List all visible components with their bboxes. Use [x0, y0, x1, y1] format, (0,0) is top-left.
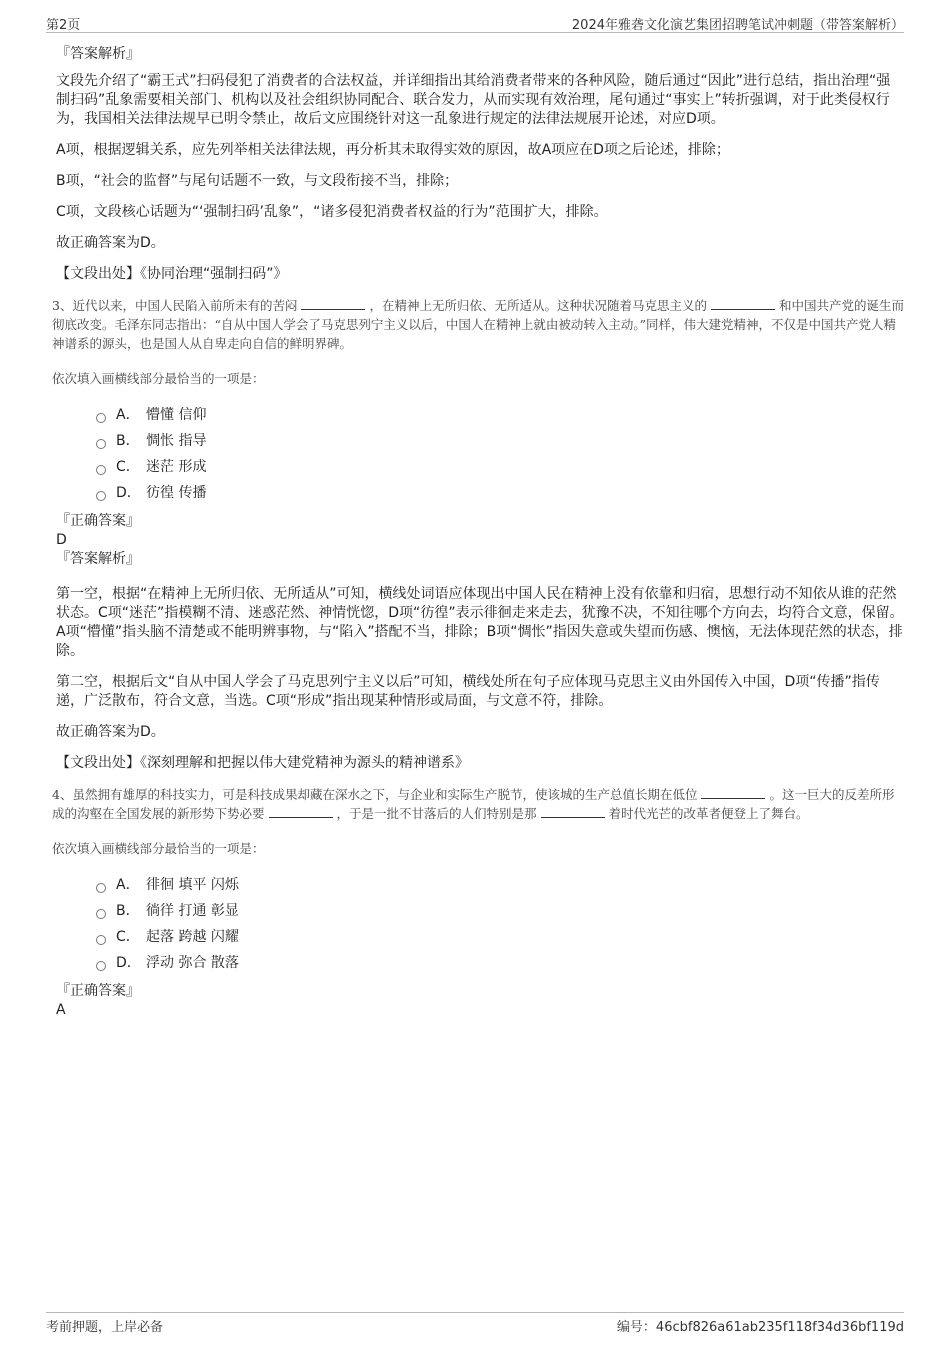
- radio-icon[interactable]: [96, 909, 106, 919]
- source-citation: 【文段出处】《协同治理“强制扫码”》: [56, 266, 288, 282]
- radio-icon[interactable]: [96, 935, 106, 945]
- radio-icon[interactable]: [96, 465, 106, 475]
- document-code: 编号：46cbf826a61ab235f118f34d36bf119d: [616, 1320, 904, 1335]
- analysis-paragraph: 第二空，根据后文“自从中国人学会了马克思列宁主义以后”可知，横线处所在句子应体现马克思主义由外国传入中国，D项“传播”指传递，广泛散布，符合文意，当选。C项“形成”指出现某种情形或局面，与文意不符，排除。: [56, 674, 880, 709]
- question-4-options: [96, 872, 904, 976]
- option-a[interactable]: A． 徘徊 填平 闪烁: [96, 872, 904, 898]
- analysis-heading: 『答案解析』: [56, 46, 140, 62]
- option-c[interactable]: C． 迷茫 形成: [96, 454, 904, 480]
- radio-icon[interactable]: [96, 491, 106, 501]
- option-a[interactable]: A． 懵懂 信仰: [96, 402, 904, 428]
- radio-icon[interactable]: [96, 961, 106, 971]
- page-footer: [46, 1312, 904, 1335]
- page-number: 第2页: [46, 18, 81, 33]
- page-header: [46, 12, 904, 33]
- fill-blank: [269, 804, 333, 818]
- page-content: [52, 45, 904, 1020]
- option-d[interactable]: D． 彷徨 传播: [96, 480, 904, 506]
- correct-answer: A: [56, 1002, 66, 1018]
- analysis-conclusion: 故正确答案为D。: [56, 724, 165, 740]
- fill-blank: [301, 296, 365, 310]
- option-d[interactable]: D． 浮动 弥合 散落: [96, 950, 904, 976]
- question-4-text: 4、虽然拥有雄厚的科技实力，可是科技成果却藏在深水之下，与企业和实际生产脱节，使该城的生产总值长期在低位 。这一巨大的反差所形成的沟壑在全国发展的新形势下势必要 ，于是一批不甘落后的人们特别是那 着时代光芒的改革者便登上了舞台。: [52, 787, 895, 821]
- option-b[interactable]: B． 徜徉 打通 彰显: [96, 898, 904, 924]
- source-citation: 【文段出处】《深刻理解和把握以伟大建党精神为源头的精神谱系》: [56, 755, 469, 771]
- footer-slogan: 考前押题，上岸必备: [46, 1320, 164, 1335]
- option-c[interactable]: C． 起落 跨越 闪耀: [96, 924, 904, 950]
- option-b[interactable]: B． 惆怅 指导: [96, 428, 904, 454]
- radio-icon[interactable]: [96, 413, 106, 423]
- analysis-paragraph: C项，文段核心话题为“‘强制扫码’乱象”，“诸多侵犯消费者权益的行为”范围扩大，排除。: [56, 204, 608, 220]
- correct-answer-heading: 『正确答案』: [56, 983, 140, 999]
- analysis-heading: 『答案解析』: [56, 551, 140, 567]
- question-3-options: [96, 402, 904, 506]
- document-title: 2024年雅砻文化演艺集团招聘笔试冲刺题（带答案解析）: [571, 18, 904, 33]
- fill-blank: [701, 785, 765, 799]
- radio-icon[interactable]: [96, 439, 106, 449]
- analysis-paragraph: 第一空，根据“在精神上无所归依、无所适从”可知，横线处词语应体现出中国人民在精神上没有依靠和归宿，思想行动不知依从谁的茫然状态。C项“迷茫”指模糊不清、迷惑茫然、神情恍惚，D项“彷徨”表示徘徊走来走去，犹豫不决，不知往哪个方向去，均符合文意，保留。A项“懵懂”指头脑不清楚或不能明辨事物，与“陷入”搭配不当，排除；B项“惆怅”指因失意或失望而伤感、懊恼，无法体现茫然的状态，排除。: [56, 586, 904, 659]
- fill-blank: [541, 804, 605, 818]
- analysis-paragraph: B项，“社会的监督”与尾句话题不一致，与文段衔接不当，排除；: [56, 173, 459, 189]
- correct-answer-heading: 『正确答案』: [56, 513, 140, 529]
- analysis-conclusion: 故正确答案为D。: [56, 235, 165, 251]
- question-3-prompt: 依次填入画横线部分最恰当的一项是：: [52, 371, 265, 386]
- fill-blank: [711, 296, 775, 310]
- question-4-prompt: 依次填入画横线部分最恰当的一项是：: [52, 841, 265, 856]
- radio-icon[interactable]: [96, 883, 106, 893]
- analysis-paragraph: A项，根据逻辑关系，应先列举相关法律法规，再分析其未取得实效的原因，故A项应在D项之后论述，排除；: [56, 142, 730, 158]
- question-3-text: 3、近代以来，中国人民陷入前所未有的苦闷 ，在精神上无所归依、无所适从。这种状况随着马克思主义的 和中国共产党的诞生而彻底改变。毛泽东同志指出：“自从中国人学会了马克思列宁主义以后，中国人在精神上就由被动转入主动。”同样，伟大建党精神，不仅是中国共产党人精神谱系的源头，也是国人从自卑走向自信的鲜明界碑。: [52, 298, 904, 351]
- correct-answer: D: [56, 532, 67, 548]
- analysis-paragraph: 文段先介绍了“霸王式”扫码侵犯了消费者的合法权益，并详细指出其给消费者带来的各种风险，随后通过“因此”进行总结，指出治理“强制扫码”乱象需要相关部门、机构以及社会组织协同配合、联合发力，从而实现有效治理，尾句通过“事实上”转折强调，对于此类侵权行为，我国相关法律法规早已明令禁止，故后文应围绕针对这一乱象进行规定的法律法规展开论述，对应D项。: [56, 73, 891, 127]
